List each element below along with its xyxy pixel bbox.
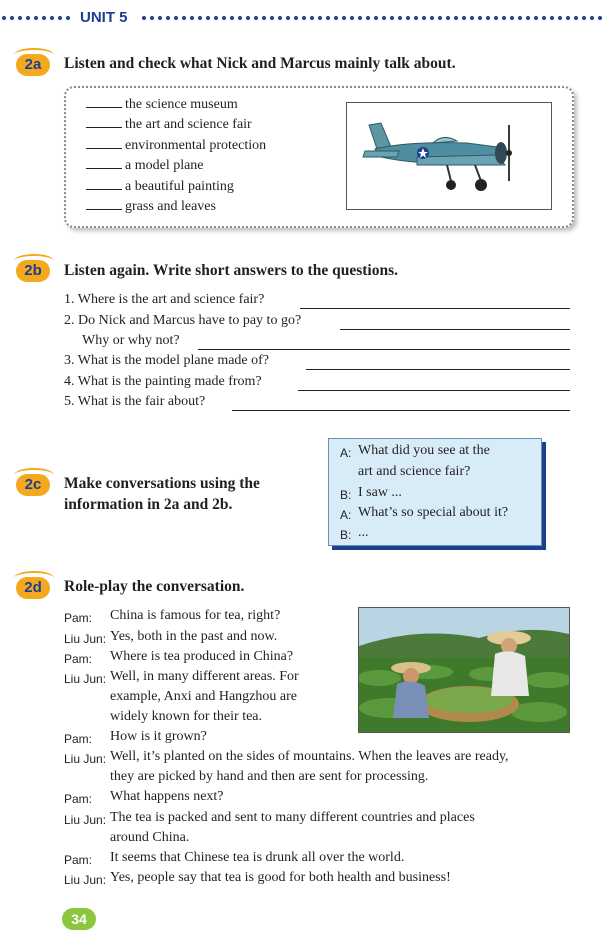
dialog-line-4: Well, in many different areas. For bbox=[110, 669, 299, 684]
dialog-line-14: Yes, people say that tea is good for both health and business! bbox=[110, 870, 451, 885]
dialog-speaker-11: Liu Jun: bbox=[64, 813, 107, 827]
dialog-speaker-1: Pam: bbox=[64, 611, 93, 625]
dialog-line-2: Yes, both in the past and now. bbox=[110, 629, 278, 644]
box-line-5: ... bbox=[358, 525, 369, 540]
answer-line-3[interactable] bbox=[306, 369, 570, 370]
plane-illustration bbox=[347, 103, 551, 209]
question-4: 4. What is the painting made from? bbox=[64, 374, 262, 389]
dialog-speaker-3: Pam: bbox=[64, 652, 93, 666]
dialog-speaker-13: Pam: bbox=[64, 853, 93, 867]
option-label: a model plane bbox=[125, 158, 204, 174]
option-label: the science museum bbox=[125, 97, 238, 112]
dialog-line-6: widely known for their tea. bbox=[110, 709, 263, 724]
check-blank[interactable] bbox=[86, 95, 122, 108]
dialog-speaker-10: Pam: bbox=[64, 792, 93, 806]
box-speaker-a1: A: bbox=[340, 446, 352, 460]
dialog-line-13: It seems that Chinese tea is drunk all over the world. bbox=[110, 850, 405, 865]
option-row[interactable] bbox=[86, 197, 266, 217]
box-line-4: What’s so special about it? bbox=[358, 505, 509, 520]
model-plane-image bbox=[346, 102, 552, 210]
dialog-speaker-8: Liu Jun: bbox=[64, 752, 107, 766]
dialog-line-8: Well, it’s planted on the sides of mountains. When the leaves are ready, bbox=[110, 749, 509, 764]
tea-picking-image bbox=[358, 607, 570, 733]
dialog-line-9: they are picked by hand and then are sent for processing. bbox=[110, 769, 429, 784]
dialog-speaker-14: Liu Jun: bbox=[64, 873, 107, 887]
dialog-speaker-4: Liu Jun: bbox=[64, 672, 107, 686]
dialog-line-11: The tea is packed and sent to many different countries and places bbox=[110, 810, 475, 825]
option-row[interactable] bbox=[86, 95, 266, 115]
question-3: 3. What is the model plane made of? bbox=[64, 353, 270, 368]
unit-title: UNIT 5 bbox=[80, 9, 128, 26]
dialog-line-12: around China. bbox=[110, 830, 190, 845]
option-label: grass and leaves bbox=[125, 199, 216, 215]
box-speaker-b1: B: bbox=[340, 488, 352, 502]
dialog-line-3: Where is tea produced in China? bbox=[110, 649, 294, 664]
options-list-2a bbox=[86, 95, 266, 217]
answer-line-4[interactable] bbox=[298, 390, 570, 391]
badge-2d: 2d bbox=[16, 577, 50, 599]
badge-2b: 2b bbox=[16, 260, 50, 282]
answer-line-2b[interactable] bbox=[198, 349, 570, 350]
option-row[interactable] bbox=[86, 136, 266, 156]
header-dots-right bbox=[140, 14, 606, 22]
instruction-2c-line2: information in 2a and 2b. bbox=[64, 496, 233, 513]
box-speaker-b2: B: bbox=[340, 528, 352, 542]
check-blank[interactable] bbox=[86, 177, 122, 190]
option-row[interactable] bbox=[86, 177, 266, 197]
question-2: 2. Do Nick and Marcus have to pay to go? bbox=[64, 313, 302, 328]
instruction-2b: Listen again. Write short answers to the questions. bbox=[64, 262, 398, 279]
check-blank[interactable] bbox=[86, 115, 122, 128]
option-label: the art and science fair bbox=[125, 117, 252, 133]
instruction-2d: Role-play the conversation. bbox=[64, 578, 245, 595]
page-number: 34 bbox=[62, 908, 96, 930]
option-label: a beautiful painting bbox=[125, 178, 234, 194]
option-row[interactable] bbox=[86, 115, 266, 135]
dialog-line-5: example, Anxi and Hangzhou are bbox=[110, 689, 297, 704]
dialog-speaker-2: Liu Jun: bbox=[64, 632, 107, 646]
question-5: 5. What is the fair about? bbox=[64, 394, 206, 409]
option-row[interactable] bbox=[86, 156, 266, 176]
dialog-line-1: China is famous for tea, right? bbox=[110, 608, 281, 623]
badge-2a: 2a bbox=[16, 54, 50, 76]
instruction-2a: Listen and check what Nick and Marcus mainly talk about. bbox=[64, 55, 456, 72]
option-label: environmental protection bbox=[125, 137, 267, 153]
box-speaker-a2: A: bbox=[340, 508, 352, 522]
tea-illustration bbox=[359, 608, 569, 732]
answer-line-5[interactable] bbox=[232, 410, 570, 411]
dialog-speaker-7: Pam: bbox=[64, 732, 93, 746]
answer-line-1[interactable] bbox=[300, 308, 570, 309]
dialog-line-10: What happens next? bbox=[110, 789, 224, 804]
dialog-line-7: How is it grown? bbox=[110, 729, 207, 744]
check-blank[interactable] bbox=[86, 136, 122, 149]
instruction-2c-line1: Make conversations using the bbox=[64, 475, 260, 492]
check-blank[interactable] bbox=[86, 156, 122, 169]
box-line-2: art and science fair? bbox=[358, 464, 471, 479]
box-line-3: I saw ... bbox=[358, 485, 402, 500]
check-blank[interactable] bbox=[86, 197, 122, 210]
question-2b: Why or why not? bbox=[82, 333, 180, 348]
answer-line-2[interactable] bbox=[340, 329, 570, 330]
box-line-1: What did you see at the bbox=[358, 443, 490, 458]
badge-2c: 2c bbox=[16, 474, 50, 496]
header-dots-left bbox=[0, 14, 76, 22]
question-1: 1. Where is the art and science fair? bbox=[64, 292, 265, 307]
